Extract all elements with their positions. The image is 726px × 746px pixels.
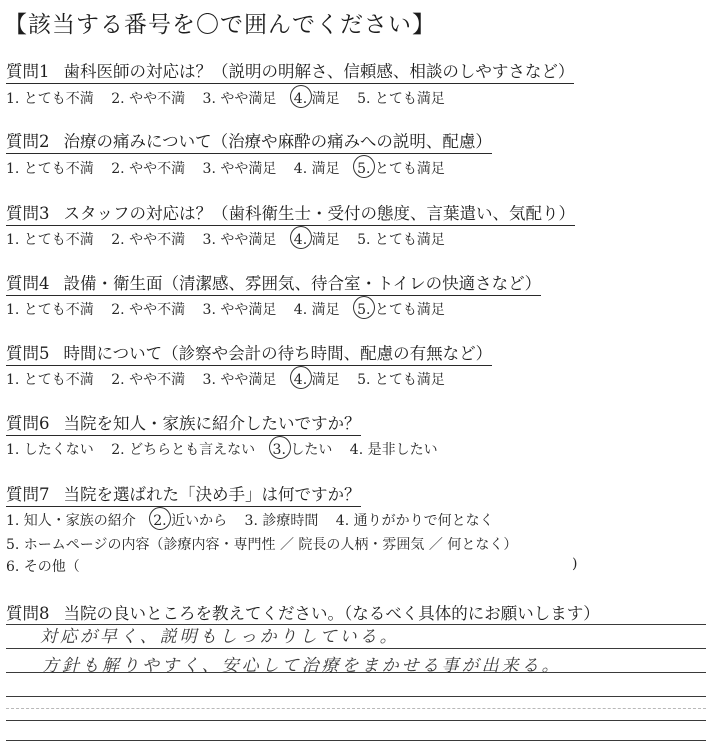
question-3-options: [6, 229, 458, 249]
q5-option-2[interactable]: 2. やや不満: [111, 372, 186, 388]
question-4-text: 設備・衛生面（清潔感、雰囲気、待合室・トイレの快適さなど）: [63, 274, 542, 293]
q6-option-4[interactable]: 4. 是非したい: [349, 442, 438, 458]
q4-option-2[interactable]: 2. やや不満: [111, 302, 186, 318]
question-2-options: [6, 158, 458, 178]
q2-option-2[interactable]: 2. やや不満: [111, 161, 186, 177]
question-7-number: 質問7: [6, 485, 50, 504]
question-5: [6, 340, 492, 366]
q1-option-2[interactable]: 2. やや不満: [111, 91, 186, 107]
answer-rule: [6, 740, 706, 741]
question-1-options: [6, 88, 458, 108]
question-1-number: 質問1: [6, 62, 50, 81]
q5-option-1[interactable]: 1. とても不満: [6, 372, 94, 388]
q2-option-3[interactable]: 3. やや満足: [202, 161, 277, 177]
question-3-number: 質問3: [6, 204, 50, 223]
q1-option-4-selected[interactable]: 4. 満足: [294, 88, 340, 108]
q3-option-3[interactable]: 3. やや満足: [202, 232, 277, 248]
q7-option-3[interactable]: 3. 診療時間: [244, 513, 319, 529]
q2-option-5-selected[interactable]: 5. とても満足: [357, 158, 445, 178]
q6-option-1[interactable]: 1. したくない: [6, 442, 94, 458]
q4-option-4[interactable]: 4. 満足: [293, 302, 340, 318]
q7-option-4[interactable]: 4. 通りがかりで何となく: [335, 513, 494, 529]
question-8-number: 質問8: [6, 604, 50, 623]
answer-rule: [6, 648, 706, 649]
q3-option-1[interactable]: 1. とても不満: [6, 232, 94, 248]
question-5-options: [6, 369, 458, 389]
answer-rule: [6, 696, 706, 697]
q3-option-2[interactable]: 2. やや不満: [111, 232, 186, 248]
q5-option-4-selected[interactable]: 4. 満足: [294, 369, 340, 389]
q5-option-3[interactable]: 3. やや満足: [202, 372, 277, 388]
answer-rule: [6, 708, 706, 709]
question-7-options-line-2: [6, 534, 530, 554]
q2-option-1[interactable]: 1. とても不満: [6, 161, 94, 177]
question-2-number: 質問2: [6, 132, 50, 151]
question-6: [6, 410, 361, 436]
answer-rule: [6, 720, 706, 721]
q1-option-5[interactable]: 5. とても満足: [357, 91, 445, 107]
question-7-text: 当院を選ばれた「決め手」は何ですか？: [63, 485, 361, 504]
question-7-options-line-3: [6, 556, 93, 576]
q1-option-3[interactable]: 3. やや満足: [202, 91, 277, 107]
handwritten-answer-line-1: 対応が早く、説明もしっかりしている。: [40, 627, 400, 647]
question-4-options: [6, 299, 458, 319]
q7-option-5[interactable]: 5. ホームページの内容（診療内容・専門性 ／ 院長の人柄・雰囲気 ／ 何となく）: [6, 537, 518, 553]
question-8-text: 当院の良いところを教えてください。（なるべく具体的にお願いします）: [63, 604, 600, 623]
question-6-number: 質問6: [6, 414, 50, 433]
q2-option-4[interactable]: 4. 満足: [293, 161, 340, 177]
q4-option-3[interactable]: 3. やや満足: [202, 302, 277, 318]
question-1-text: 歯科医師の対応は？（説明の明解さ、信頼感、相談のしやすさなど）: [63, 62, 575, 81]
question-4-number: 質問4: [6, 274, 50, 293]
question-3: [6, 200, 575, 226]
question-7-options-line-1: [6, 510, 507, 530]
answer-rule: [6, 672, 706, 673]
q3-option-5[interactable]: 5. とても満足: [357, 232, 445, 248]
handwritten-answer-line-2: 方針も解りやすく、安心して治療をまかせる事が出来る。: [42, 656, 562, 676]
question-2: [6, 128, 492, 154]
q6-option-3-selected[interactable]: 3. したい: [273, 439, 333, 459]
q5-option-5[interactable]: 5. とても満足: [357, 372, 445, 388]
question-5-text: 時間について（診察や会計の待ち時間、配慮の有無など）: [63, 344, 493, 363]
q7-other-close-paren: ): [572, 556, 578, 572]
question-7: [6, 481, 361, 507]
q1-option-1[interactable]: 1. とても不満: [6, 91, 94, 107]
question-1: [6, 58, 574, 84]
q7-option-6[interactable]: 6. その他（: [6, 559, 80, 575]
question-3-text: スタッフの対応は？（歯科衛生士・受付の態度、言葉遣い、気配り）: [63, 204, 575, 223]
question-5-number: 質問5: [6, 344, 50, 363]
q7-option-2-selected[interactable]: 2. 近いから: [153, 510, 227, 530]
question-6-options: [6, 439, 451, 459]
q4-option-5-selected[interactable]: 5. とても満足: [357, 299, 445, 319]
q6-option-2[interactable]: 2. どちらとも言えない: [111, 442, 256, 458]
q7-option-1[interactable]: 1. 知人・家族の紹介: [6, 513, 136, 529]
q4-option-1[interactable]: 1. とても不満: [6, 302, 94, 318]
page-title: 【該当する番号を〇で囲んでください】: [4, 12, 436, 38]
question-4: [6, 270, 541, 296]
question-6-text: 当院を知人・家族に紹介したいですか？: [63, 414, 361, 433]
question-2-text: 治療の痛みについて（治療や麻酔の痛みへの説明、配慮）: [63, 132, 492, 151]
q3-option-4-selected[interactable]: 4. 満足: [294, 229, 340, 249]
